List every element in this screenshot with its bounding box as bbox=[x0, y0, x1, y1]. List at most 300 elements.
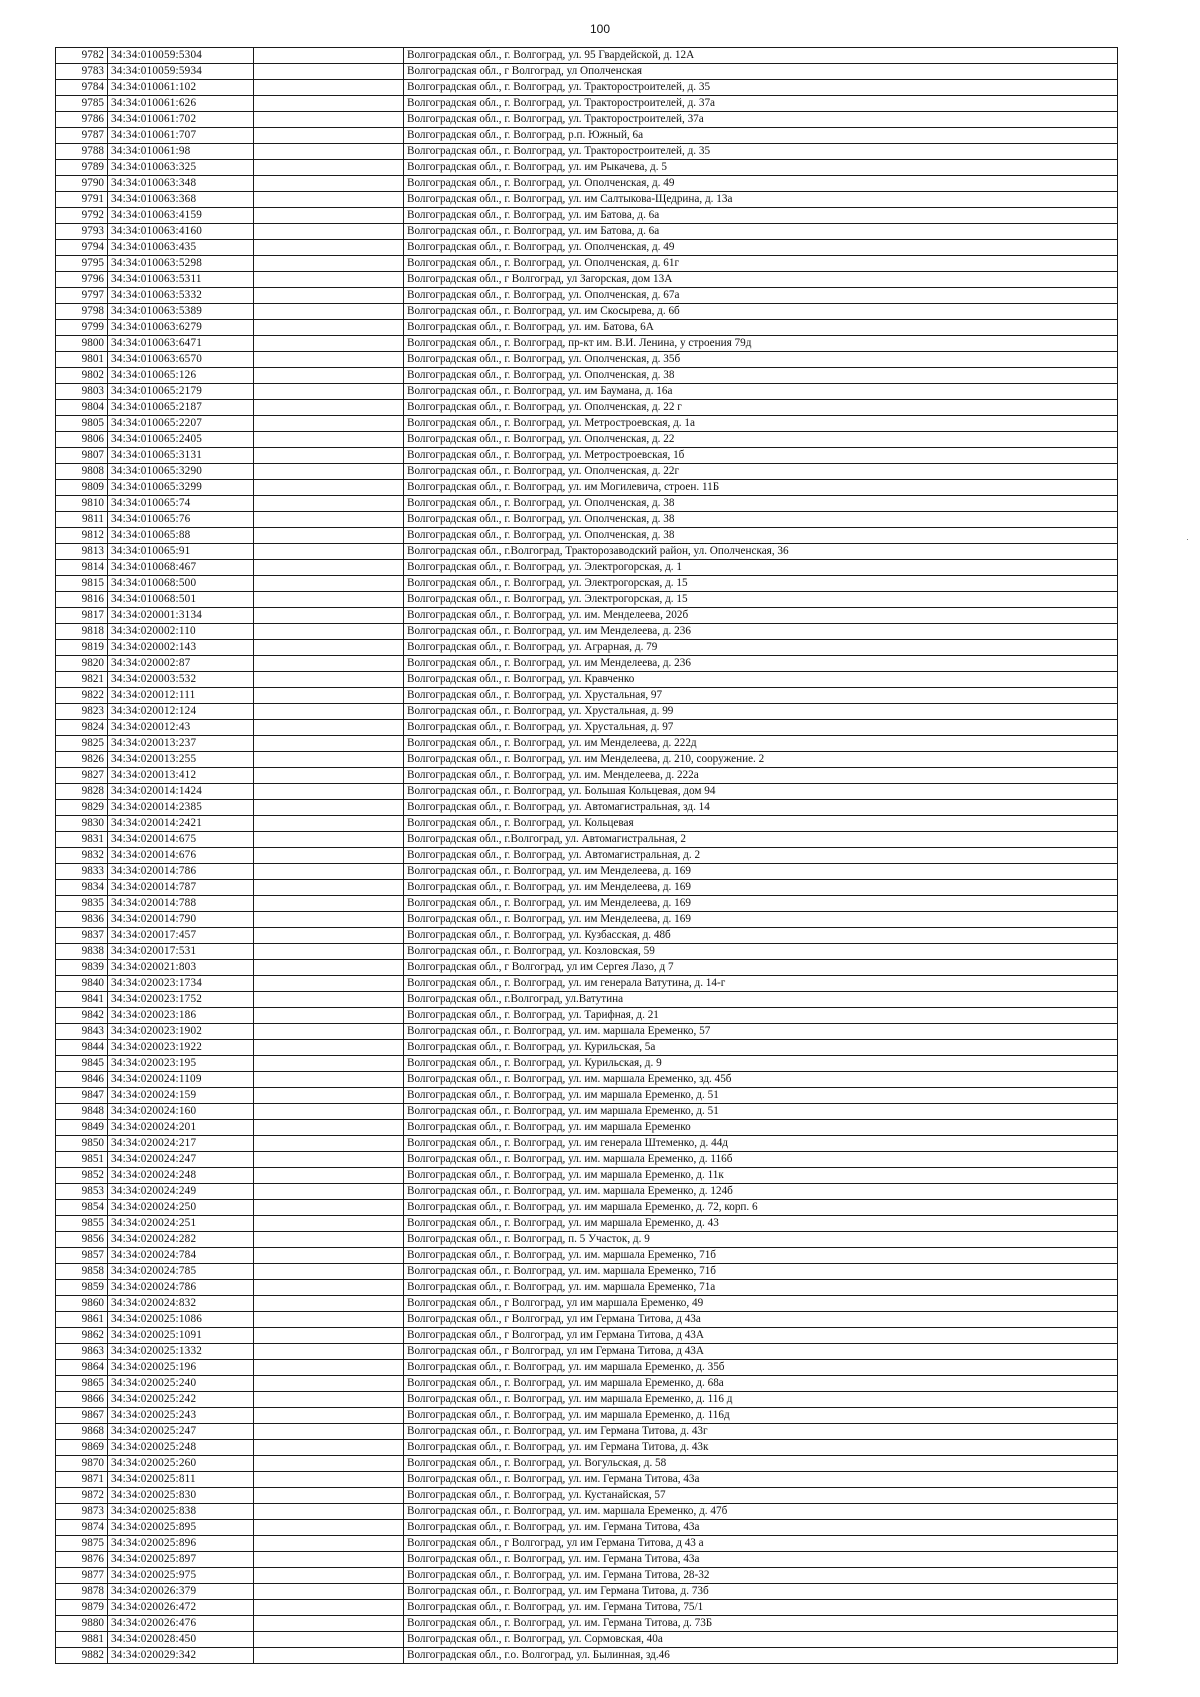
cadastral-number-cell: 34:34:020024:282 bbox=[108, 1232, 254, 1248]
address-cell: Волгоградская обл., г. Волгоград, ул. Ополченская, д. 49 bbox=[404, 176, 1118, 192]
address-cell: Волгоградская обл., г. Волгоград, ул. им Батова, д. 6а bbox=[404, 224, 1118, 240]
cadastral-number-cell: 34:34:010065:74 bbox=[108, 496, 254, 512]
row-number-cell: 9826 bbox=[56, 752, 108, 768]
address-cell: Волгоградская обл., г. Волгоград, ул. им маршала Еременко, д. 11к bbox=[404, 1168, 1118, 1184]
table-row bbox=[56, 704, 1118, 720]
row-number-cell: 9846 bbox=[56, 1072, 108, 1088]
empty-cell bbox=[254, 48, 404, 64]
row-number-cell: 9822 bbox=[56, 688, 108, 704]
cadastral-number-cell: 34:34:020023:1922 bbox=[108, 1040, 254, 1056]
empty-cell bbox=[254, 1600, 404, 1616]
table-row bbox=[56, 496, 1118, 512]
row-number-cell: 9785 bbox=[56, 96, 108, 112]
empty-cell bbox=[254, 96, 404, 112]
empty-cell bbox=[254, 144, 404, 160]
table-row bbox=[56, 624, 1118, 640]
empty-cell bbox=[254, 496, 404, 512]
address-cell: Волгоградская обл., г. Волгоград, ул. им Германа Титова, д. 43к bbox=[404, 1440, 1118, 1456]
empty-cell bbox=[254, 912, 404, 928]
empty-cell bbox=[254, 384, 404, 400]
empty-cell bbox=[254, 1488, 404, 1504]
row-number-cell: 9833 bbox=[56, 864, 108, 880]
row-number-cell: 9832 bbox=[56, 848, 108, 864]
empty-cell bbox=[254, 240, 404, 256]
address-cell: Волгоградская обл., г. Волгоград, ул. им маршала Еременко, д. 51 bbox=[404, 1104, 1118, 1120]
table-row bbox=[56, 1488, 1118, 1504]
address-cell: Волгоградская обл., г. Волгоград, ул. им маршала Еременко, д. 35б bbox=[404, 1360, 1118, 1376]
table-row bbox=[56, 1072, 1118, 1088]
table-row bbox=[56, 1184, 1118, 1200]
cadastral-number-cell: 34:34:020025:811 bbox=[108, 1472, 254, 1488]
empty-cell bbox=[254, 1568, 404, 1584]
cadastral-number-cell: 34:34:020028:450 bbox=[108, 1632, 254, 1648]
row-number-cell: 9854 bbox=[56, 1200, 108, 1216]
address-cell: Волгоградская обл., г. Волгоград, ул. им Менделеева, д. 169 bbox=[404, 880, 1118, 896]
cadastral-number-cell: 34:34:010063:348 bbox=[108, 176, 254, 192]
cadastral-number-cell: 34:34:010063:6570 bbox=[108, 352, 254, 368]
table-row bbox=[56, 640, 1118, 656]
table-row bbox=[56, 576, 1118, 592]
table-row bbox=[56, 672, 1118, 688]
address-cell: Волгоградская обл., г. Волгоград, ул. им Германа Титова, д. 73б bbox=[404, 1584, 1118, 1600]
row-number-cell: 9841 bbox=[56, 992, 108, 1008]
cadastral-number-cell: 34:34:020024:251 bbox=[108, 1216, 254, 1232]
address-cell: Волгоградская обл., г. Волгоград, ул. им маршала Еременко, д. 51 bbox=[404, 1088, 1118, 1104]
table-row bbox=[56, 1168, 1118, 1184]
row-number-cell: 9815 bbox=[56, 576, 108, 592]
address-cell: Волгоградская обл., г. Волгоград, ул. им. маршала Еременко, 71б bbox=[404, 1248, 1118, 1264]
cadastral-number-cell: 34:34:020024:784 bbox=[108, 1248, 254, 1264]
address-cell: Волгоградская обл., г. Волгоград, ул. Ополченская, д. 38 bbox=[404, 528, 1118, 544]
empty-cell bbox=[254, 1360, 404, 1376]
empty-cell bbox=[254, 1216, 404, 1232]
cadastral-number-cell: 34:34:020025:196 bbox=[108, 1360, 254, 1376]
cadastral-number-cell: 34:34:020012:43 bbox=[108, 720, 254, 736]
address-cell: Волгоградская обл., г. Волгоград, ул. им Скосырева, д. 6б bbox=[404, 304, 1118, 320]
empty-cell bbox=[254, 896, 404, 912]
address-cell: Волгоградская обл., г. Волгоград, ул. Козловская, 59 bbox=[404, 944, 1118, 960]
table-row bbox=[56, 1632, 1118, 1648]
table-row bbox=[56, 256, 1118, 272]
empty-cell bbox=[254, 1072, 404, 1088]
address-cell: Волгоградская обл., г. Волгоград, ул. Аграрная, д. 79 bbox=[404, 640, 1118, 656]
cadastral-number-cell: 34:34:010063:435 bbox=[108, 240, 254, 256]
empty-cell bbox=[254, 976, 404, 992]
row-number-cell: 9857 bbox=[56, 1248, 108, 1264]
table-row bbox=[56, 368, 1118, 384]
address-cell: Волгоградская обл., г.о. Волгоград, ул. Былинная, зд.46 bbox=[404, 1648, 1118, 1664]
empty-cell bbox=[254, 1648, 404, 1664]
empty-cell bbox=[254, 1584, 404, 1600]
empty-cell bbox=[254, 1456, 404, 1472]
row-number-cell: 9882 bbox=[56, 1648, 108, 1664]
address-cell: Волгоградская обл., г. Волгоград, ул. им Баумана, д. 16а bbox=[404, 384, 1118, 400]
cadastral-number-cell: 34:34:020014:790 bbox=[108, 912, 254, 928]
cadastral-number-cell: 34:34:020014:786 bbox=[108, 864, 254, 880]
address-cell: Волгоградская обл., г. Волгоград, ул. им генерала Ватутина, д. 14-г bbox=[404, 976, 1118, 992]
table-row bbox=[56, 784, 1118, 800]
row-number-cell: 9858 bbox=[56, 1264, 108, 1280]
address-cell: Волгоградская обл., г. Волгоград, ул. Курильская, д. 9 bbox=[404, 1056, 1118, 1072]
cadastral-number-cell: 34:34:020014:675 bbox=[108, 832, 254, 848]
empty-cell bbox=[254, 1504, 404, 1520]
margin-mark: · bbox=[1186, 534, 1189, 544]
address-cell: Волгоградская обл., г. Волгоград, ул. им. Германа Титова, 43а bbox=[404, 1552, 1118, 1568]
table-row bbox=[56, 1216, 1118, 1232]
cadastral-number-cell: 34:34:010061:702 bbox=[108, 112, 254, 128]
row-number-cell: 9834 bbox=[56, 880, 108, 896]
address-cell: Волгоградская обл., г. Волгоград, ул. им Могилевича, строен. 11Б bbox=[404, 480, 1118, 496]
empty-cell bbox=[254, 608, 404, 624]
cadastral-number-cell: 34:34:010061:102 bbox=[108, 80, 254, 96]
table-row bbox=[56, 832, 1118, 848]
address-cell: Волгоградская обл., г. Волгоград, ул. Ополченская, д. 61г bbox=[404, 256, 1118, 272]
address-cell: Волгоградская обл., г Волгоград, ул Ополченская bbox=[404, 64, 1118, 80]
table-row bbox=[56, 880, 1118, 896]
row-number-cell: 9805 bbox=[56, 416, 108, 432]
cadastral-number-cell: 34:34:020025:240 bbox=[108, 1376, 254, 1392]
empty-cell bbox=[254, 960, 404, 976]
address-cell: Волгоградская обл., г. Волгоград, ул. Хрустальная, д. 97 bbox=[404, 720, 1118, 736]
address-cell: Волгоградская обл., г. Волгоград, ул. им Германа Титова, д. 43г bbox=[404, 1424, 1118, 1440]
cadastral-number-cell: 34:34:010059:5304 bbox=[108, 48, 254, 64]
address-cell: Волгоградская обл., г. Волгоград, ул. им. маршала Еременко, д. 124б bbox=[404, 1184, 1118, 1200]
cadastral-number-cell: 34:34:020024:247 bbox=[108, 1152, 254, 1168]
empty-cell bbox=[254, 368, 404, 384]
cadastral-number-cell: 34:34:010061:98 bbox=[108, 144, 254, 160]
cadastral-number-cell: 34:34:010065:76 bbox=[108, 512, 254, 528]
address-cell: Волгоградская обл., г. Волгоград, ул. Электрогорская, д. 1 bbox=[404, 560, 1118, 576]
table-row bbox=[56, 1024, 1118, 1040]
table-row bbox=[56, 1552, 1118, 1568]
row-number-cell: 9862 bbox=[56, 1328, 108, 1344]
address-cell: Волгоградская обл., г. Волгоград, ул. Автомагистральная, зд. 14 bbox=[404, 800, 1118, 816]
row-number-cell: 9791 bbox=[56, 192, 108, 208]
address-cell: Волгоградская обл., г. Волгоград, ул. им. маршала Еременко, д. 47б bbox=[404, 1504, 1118, 1520]
address-cell: Волгоградская обл., г. Волгоград, ул. Метростроевская, 1б bbox=[404, 448, 1118, 464]
empty-cell bbox=[254, 352, 404, 368]
row-number-cell: 9856 bbox=[56, 1232, 108, 1248]
row-number-cell: 9829 bbox=[56, 800, 108, 816]
row-number-cell: 9867 bbox=[56, 1408, 108, 1424]
row-number-cell: 9860 bbox=[56, 1296, 108, 1312]
address-cell: Волгоградская обл., г. Волгоград, ул. им. маршала Еременко, 71а bbox=[404, 1280, 1118, 1296]
empty-cell bbox=[254, 1264, 404, 1280]
empty-cell bbox=[254, 512, 404, 528]
table-row bbox=[56, 224, 1118, 240]
cadastral-number-cell: 34:34:020003:532 bbox=[108, 672, 254, 688]
empty-cell bbox=[254, 320, 404, 336]
row-number-cell: 9825 bbox=[56, 736, 108, 752]
address-cell: Волгоградская обл., г. Волгоград, ул. им. Менделеева, 202б bbox=[404, 608, 1118, 624]
address-cell: Волгоградская обл., г.Волгоград, ул.Ватутина bbox=[404, 992, 1118, 1008]
table-row bbox=[56, 1280, 1118, 1296]
empty-cell bbox=[254, 1168, 404, 1184]
cadastral-number-cell: 34:34:020023:195 bbox=[108, 1056, 254, 1072]
table-row bbox=[56, 1296, 1118, 1312]
table-row bbox=[56, 944, 1118, 960]
address-cell: Волгоградская обл., г. Волгоград, ул. Метростроевская, д. 1а bbox=[404, 416, 1118, 432]
address-cell: Волгоградская обл., г. Волгоград, ул. Ополченская, д. 22г bbox=[404, 464, 1118, 480]
row-number-cell: 9824 bbox=[56, 720, 108, 736]
empty-cell bbox=[254, 672, 404, 688]
address-cell: Волгоградская обл., г. Волгоград, ул. им. Батова, 6А bbox=[404, 320, 1118, 336]
table-row bbox=[56, 656, 1118, 672]
table-row bbox=[56, 800, 1118, 816]
empty-cell bbox=[254, 1280, 404, 1296]
address-cell: Волгоградская обл., г. Волгоград, ул. им. Германа Титова, 28-32 bbox=[404, 1568, 1118, 1584]
table-row bbox=[56, 480, 1118, 496]
empty-cell bbox=[254, 336, 404, 352]
row-number-cell: 9806 bbox=[56, 432, 108, 448]
cadastral-number-cell: 34:34:020014:2421 bbox=[108, 816, 254, 832]
empty-cell bbox=[254, 224, 404, 240]
row-number-cell: 9868 bbox=[56, 1424, 108, 1440]
row-number-cell: 9810 bbox=[56, 496, 108, 512]
empty-cell bbox=[254, 1136, 404, 1152]
row-number-cell: 9842 bbox=[56, 1008, 108, 1024]
address-cell: Волгоградская обл., г. Волгоград, ул. Тракторостроителей, д. 37а bbox=[404, 96, 1118, 112]
table-row bbox=[56, 1008, 1118, 1024]
row-number-cell: 9850 bbox=[56, 1136, 108, 1152]
table-row bbox=[56, 384, 1118, 400]
address-cell: Волгоградская обл., г. Волгоград, ул. им Менделеева, д. 222д bbox=[404, 736, 1118, 752]
row-number-cell: 9866 bbox=[56, 1392, 108, 1408]
table-row bbox=[56, 608, 1118, 624]
address-cell: Волгоградская обл., г. Волгоград, ул. им маршала Еременко, д. 72, корп. 6 bbox=[404, 1200, 1118, 1216]
address-cell: Волгоградская обл., г. Волгоград, ул. им Менделеева, д. 236 bbox=[404, 656, 1118, 672]
row-number-cell: 9870 bbox=[56, 1456, 108, 1472]
empty-cell bbox=[254, 1248, 404, 1264]
table-row bbox=[56, 1616, 1118, 1632]
empty-cell bbox=[254, 1312, 404, 1328]
address-cell: Волгоградская обл., г. Волгоград, ул. им. Германа Титова, 43а bbox=[404, 1520, 1118, 1536]
row-number-cell: 9783 bbox=[56, 64, 108, 80]
row-number-cell: 9865 bbox=[56, 1376, 108, 1392]
address-cell: Волгоградская обл., г Волгоград, ул им Германа Титова, д 43а bbox=[404, 1312, 1118, 1328]
table-row bbox=[56, 960, 1118, 976]
cadastral-number-cell: 34:34:020023:186 bbox=[108, 1008, 254, 1024]
table-row bbox=[56, 896, 1118, 912]
empty-cell bbox=[254, 304, 404, 320]
table-row bbox=[56, 1088, 1118, 1104]
address-cell: Волгоградская обл., г. Волгоград, ул. им. маршала Еременко, д. 116б bbox=[404, 1152, 1118, 1168]
address-cell: Волгоградская обл., г. Волгоград, ул. им. маршала Еременко, 57 bbox=[404, 1024, 1118, 1040]
table-row bbox=[56, 352, 1118, 368]
empty-cell bbox=[254, 752, 404, 768]
row-number-cell: 9820 bbox=[56, 656, 108, 672]
empty-cell bbox=[254, 1424, 404, 1440]
address-cell: Волгоградская обл., г. Волгоград, ул. 95 Гвардейской, д. 12А bbox=[404, 48, 1118, 64]
cadastral-number-cell: 34:34:020002:110 bbox=[108, 624, 254, 640]
row-number-cell: 9864 bbox=[56, 1360, 108, 1376]
empty-cell bbox=[254, 80, 404, 96]
table-row bbox=[56, 1536, 1118, 1552]
cadastral-number-cell: 34:34:010063:6471 bbox=[108, 336, 254, 352]
empty-cell bbox=[254, 1232, 404, 1248]
row-number-cell: 9798 bbox=[56, 304, 108, 320]
table-row bbox=[56, 1440, 1118, 1456]
table-row bbox=[56, 512, 1118, 528]
cadastral-number-cell: 34:34:020025:1086 bbox=[108, 1312, 254, 1328]
empty-cell bbox=[254, 432, 404, 448]
address-cell: Волгоградская обл., г. Волгоград, ул. Хрустальная, 97 bbox=[404, 688, 1118, 704]
address-cell: Волгоградская обл., г. Волгоград, ул. Тракторостроителей, д. 35 bbox=[404, 80, 1118, 96]
address-cell: Волгоградская обл., г. Волгоград, ул. Электрогорская, д. 15 bbox=[404, 592, 1118, 608]
row-number-cell: 9869 bbox=[56, 1440, 108, 1456]
table-row bbox=[56, 80, 1118, 96]
table-row bbox=[56, 128, 1118, 144]
empty-cell bbox=[254, 1632, 404, 1648]
cadastral-number-cell: 34:34:010065:91 bbox=[108, 544, 254, 560]
row-number-cell: 9819 bbox=[56, 640, 108, 656]
row-number-cell: 9811 bbox=[56, 512, 108, 528]
table-row bbox=[56, 528, 1118, 544]
table-row bbox=[56, 1328, 1118, 1344]
address-cell: Волгоградская обл., г. Волгоград, ул. Тракторостроителей, 37а bbox=[404, 112, 1118, 128]
registry-table-body bbox=[56, 48, 1118, 1664]
address-cell: Волгоградская обл., г. Волгоград, ул. Ополченская, д. 38 bbox=[404, 368, 1118, 384]
row-number-cell: 9796 bbox=[56, 272, 108, 288]
row-number-cell: 9812 bbox=[56, 528, 108, 544]
empty-cell bbox=[254, 1520, 404, 1536]
cadastral-number-cell: 34:34:020025:830 bbox=[108, 1488, 254, 1504]
cadastral-number-cell: 34:34:020025:895 bbox=[108, 1520, 254, 1536]
address-cell: Волгоградская обл., г. Волгоград, ул. Ополченская, д. 67а bbox=[404, 288, 1118, 304]
cadastral-number-cell: 34:34:020024:201 bbox=[108, 1120, 254, 1136]
empty-cell bbox=[254, 1296, 404, 1312]
address-cell: Волгоградская обл., г Волгоград, ул им Германа Титова, д 43А bbox=[404, 1344, 1118, 1360]
row-number-cell: 9831 bbox=[56, 832, 108, 848]
cadastral-number-cell: 34:34:010065:3131 bbox=[108, 448, 254, 464]
cadastral-number-cell: 34:34:020025:260 bbox=[108, 1456, 254, 1472]
table-row bbox=[56, 336, 1118, 352]
address-cell: Волгоградская обл., г. Волгоград, ул. Ополченская, д. 22 bbox=[404, 432, 1118, 448]
table-row bbox=[56, 1248, 1118, 1264]
row-number-cell: 9859 bbox=[56, 1280, 108, 1296]
address-cell: Волгоградская обл., г. Волгоград, ул. Кольцевая bbox=[404, 816, 1118, 832]
cadastral-number-cell: 34:34:020012:111 bbox=[108, 688, 254, 704]
empty-cell bbox=[254, 1376, 404, 1392]
cadastral-number-cell: 34:34:020017:457 bbox=[108, 928, 254, 944]
row-number-cell: 9871 bbox=[56, 1472, 108, 1488]
cadastral-number-cell: 34:34:010061:707 bbox=[108, 128, 254, 144]
cadastral-number-cell: 34:34:020013:255 bbox=[108, 752, 254, 768]
empty-cell bbox=[254, 640, 404, 656]
cadastral-number-cell: 34:34:020024:832 bbox=[108, 1296, 254, 1312]
empty-cell bbox=[254, 768, 404, 784]
table-row bbox=[56, 1040, 1118, 1056]
empty-cell bbox=[254, 416, 404, 432]
empty-cell bbox=[254, 544, 404, 560]
address-cell: Волгоградская обл., г. Волгоград, ул. Ополченская, д. 49 bbox=[404, 240, 1118, 256]
address-cell: Волгоградская обл., г.Волгоград, Тракторозаводский район, ул. Ополченская, 36 bbox=[404, 544, 1118, 560]
row-number-cell: 9873 bbox=[56, 1504, 108, 1520]
table-row bbox=[56, 240, 1118, 256]
cadastral-number-cell: 34:34:010063:325 bbox=[108, 160, 254, 176]
row-number-cell: 9880 bbox=[56, 1616, 108, 1632]
address-cell: Волгоградская обл., г. Волгоград, ул. Тарифная, д. 21 bbox=[404, 1008, 1118, 1024]
empty-cell bbox=[254, 1088, 404, 1104]
cadastral-number-cell: 34:34:020024:786 bbox=[108, 1280, 254, 1296]
empty-cell bbox=[254, 624, 404, 640]
row-number-cell: 9789 bbox=[56, 160, 108, 176]
address-cell: Волгоградская обл., г. Волгоград, ул. им Менделеева, д. 210, сооружение. 2 bbox=[404, 752, 1118, 768]
row-number-cell: 9838 bbox=[56, 944, 108, 960]
row-number-cell: 9878 bbox=[56, 1584, 108, 1600]
row-number-cell: 9807 bbox=[56, 448, 108, 464]
cadastral-number-cell: 34:34:020023:1752 bbox=[108, 992, 254, 1008]
row-number-cell: 9849 bbox=[56, 1120, 108, 1136]
table-row bbox=[56, 752, 1118, 768]
table-row bbox=[56, 544, 1118, 560]
row-number-cell: 9813 bbox=[56, 544, 108, 560]
address-cell: Волгоградская обл., г Волгоград, ул им Сергея Лазо, д 7 bbox=[404, 960, 1118, 976]
row-number-cell: 9797 bbox=[56, 288, 108, 304]
empty-cell bbox=[254, 704, 404, 720]
cadastral-number-cell: 34:34:020013:237 bbox=[108, 736, 254, 752]
cadastral-number-cell: 34:34:020025:897 bbox=[108, 1552, 254, 1568]
address-cell: Волгоградская обл., г. Волгоград, ул. Вогульская, д. 58 bbox=[404, 1456, 1118, 1472]
cadastral-number-cell: 34:34:010065:3290 bbox=[108, 464, 254, 480]
empty-cell bbox=[254, 1040, 404, 1056]
row-number-cell: 9808 bbox=[56, 464, 108, 480]
row-number-cell: 9809 bbox=[56, 480, 108, 496]
address-cell: Волгоградская обл., г. Волгоград, пр-кт им. В.И. Ленина, у строения 79д bbox=[404, 336, 1118, 352]
table-row bbox=[56, 1104, 1118, 1120]
row-number-cell: 9847 bbox=[56, 1088, 108, 1104]
row-number-cell: 9801 bbox=[56, 352, 108, 368]
row-number-cell: 9821 bbox=[56, 672, 108, 688]
table-row bbox=[56, 864, 1118, 880]
address-cell: Волгоградская обл., г. Волгоград, р.п. Южный, 6а bbox=[404, 128, 1118, 144]
table-row bbox=[56, 736, 1118, 752]
address-cell: Волгоградская обл., г. Волгоград, ул. Ополченская, д. 38 bbox=[404, 496, 1118, 512]
table-row bbox=[56, 976, 1118, 992]
empty-cell bbox=[254, 992, 404, 1008]
empty-cell bbox=[254, 1008, 404, 1024]
cadastral-number-cell: 34:34:010063:5389 bbox=[108, 304, 254, 320]
row-number-cell: 9799 bbox=[56, 320, 108, 336]
row-number-cell: 9837 bbox=[56, 928, 108, 944]
cadastral-number-cell: 34:34:010065:88 bbox=[108, 528, 254, 544]
empty-cell bbox=[254, 592, 404, 608]
row-number-cell: 9874 bbox=[56, 1520, 108, 1536]
empty-cell bbox=[254, 272, 404, 288]
cadastral-number-cell: 34:34:010065:2207 bbox=[108, 416, 254, 432]
row-number-cell: 9830 bbox=[56, 816, 108, 832]
empty-cell bbox=[254, 528, 404, 544]
registry-table bbox=[55, 47, 1118, 1664]
table-row bbox=[56, 144, 1118, 160]
empty-cell bbox=[254, 1184, 404, 1200]
cadastral-number-cell: 34:34:020014:676 bbox=[108, 848, 254, 864]
table-row bbox=[56, 1056, 1118, 1072]
table-row bbox=[56, 1520, 1118, 1536]
empty-cell bbox=[254, 944, 404, 960]
address-cell: Волгоградская обл., г. Волгоград, ул. Автомагистральная, д. 2 bbox=[404, 848, 1118, 864]
row-number-cell: 9827 bbox=[56, 768, 108, 784]
cadastral-number-cell: 34:34:010065:2187 bbox=[108, 400, 254, 416]
row-number-cell: 9792 bbox=[56, 208, 108, 224]
cadastral-number-cell: 34:34:010065:2179 bbox=[108, 384, 254, 400]
address-cell: Волгоградская обл., г. Волгоград, ул. Ополченская, д. 35б bbox=[404, 352, 1118, 368]
table-row bbox=[56, 1376, 1118, 1392]
cadastral-number-cell: 34:34:020024:217 bbox=[108, 1136, 254, 1152]
table-row bbox=[56, 592, 1118, 608]
cadastral-number-cell: 34:34:010059:5934 bbox=[108, 64, 254, 80]
table-row bbox=[56, 272, 1118, 288]
